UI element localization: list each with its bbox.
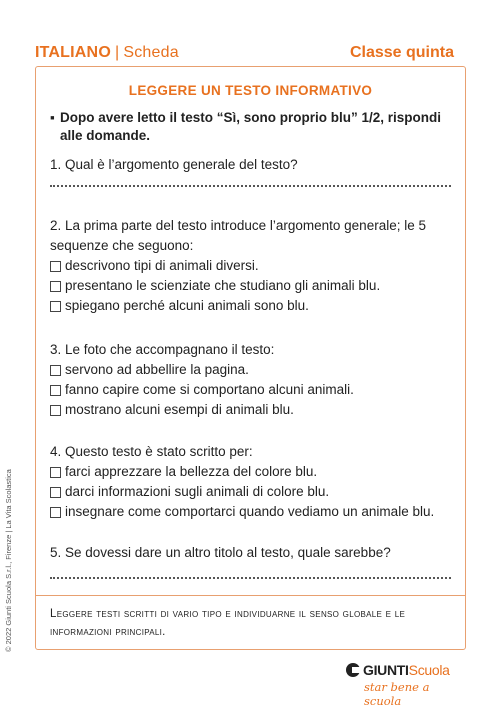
- checkbox[interactable]: [50, 261, 61, 272]
- subject-name: ITALIANO: [35, 44, 111, 61]
- q4-option-2[interactable]: darci informazioni sugli animali di colore blu.: [50, 482, 451, 502]
- q3-option-3[interactable]: mostrano alcuni esempi di animali blu.: [50, 400, 451, 420]
- checkbox[interactable]: [50, 365, 61, 376]
- q3-option-1[interactable]: servono ad abbellire la pagina.: [50, 360, 451, 380]
- copyright-notice: © 2022 Giunti Scuola S.r.l., Firenze | La Vita Scolastica: [4, 469, 13, 652]
- q4-option-3[interactable]: insegnare come comportarci quando vediamo un animale blu.: [50, 502, 451, 522]
- question-4-text: 4. Questo testo è stato scritto per:: [50, 444, 253, 459]
- checkbox[interactable]: [50, 487, 61, 498]
- worksheet-title: LEGGERE UN TESTO INFORMATIVO: [128, 83, 373, 98]
- sheet-label: Scheda: [123, 44, 179, 61]
- answer-line-5[interactable]: [50, 577, 451, 579]
- checkbox[interactable]: [50, 467, 61, 478]
- q4-option-1[interactable]: farci apprezzare la bellezza del colore blu.: [50, 462, 451, 482]
- q2-option-3[interactable]: spiegano perché alcuni animali sono blu.: [50, 296, 451, 316]
- question-3-text: 3. Le foto che accompagnano il testo:: [50, 342, 275, 357]
- answer-line-1[interactable]: [50, 185, 451, 187]
- checkbox[interactable]: [50, 301, 61, 312]
- worksheet-frame: [35, 66, 466, 650]
- checkbox[interactable]: [50, 385, 61, 396]
- question-1-text: 1. Qual è l’argomento generale del testo?: [50, 157, 298, 172]
- giunti-logo-icon: [346, 663, 360, 677]
- logo-tagline: star bene a scuola: [364, 680, 430, 708]
- question-4: [50, 442, 451, 522]
- page-header: [35, 44, 454, 64]
- bullet-icon: ▪: [50, 110, 55, 125]
- question-5-text: 5. Se dovessi dare un altro titolo al testo, quale sarebbe?: [50, 545, 391, 560]
- question-1: [50, 155, 451, 175]
- divider: [36, 595, 465, 596]
- logo-brand: GIUNTIScuola: [363, 662, 450, 678]
- q3-option-2[interactable]: fanno capire come si comportano alcuni animali.: [50, 380, 451, 400]
- question-2: [50, 216, 451, 316]
- instruction-text: Dopo avere letto il testo “Sì, sono proprio blu” 1/2, rispondi alle domande.: [60, 110, 442, 143]
- checkbox[interactable]: [50, 507, 61, 518]
- question-2-text: 2. La prima parte del testo introduce l’argomento generale; le 5 sequenze che seguono:: [50, 218, 426, 253]
- checkbox[interactable]: [50, 405, 61, 416]
- grade-label: Classe quinta: [349, 44, 454, 61]
- publisher-logo: [346, 660, 466, 708]
- checkbox[interactable]: [50, 281, 61, 292]
- q2-option-1[interactable]: descrivono tipi di animali diversi.: [50, 256, 451, 276]
- question-3: [50, 340, 451, 420]
- instruction: [50, 109, 451, 145]
- learning-objective: Leggere testi scritti di vario tipo e individuarne il senso globale e le informazioni principali.: [50, 608, 406, 638]
- q2-option-2[interactable]: presentano le scienziate che studiano gli animali blu.: [50, 276, 451, 296]
- question-5: [50, 543, 451, 563]
- header-separator: |: [114, 44, 120, 61]
- subject-label: [35, 44, 179, 62]
